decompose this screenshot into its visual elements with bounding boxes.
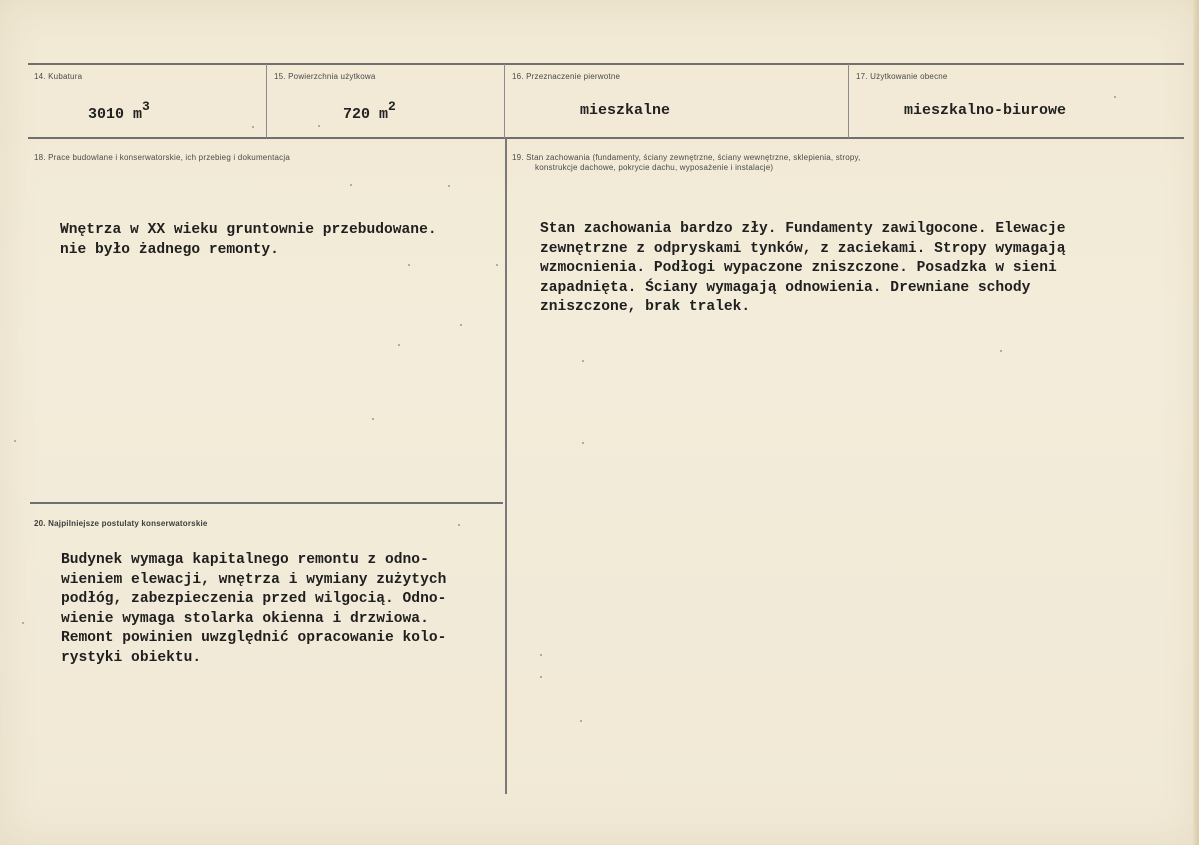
field-17-label: 17. Użytkowanie obecne <box>856 72 948 81</box>
field-14-unit-exponent: 3 <box>142 99 150 114</box>
field-17-value: mieszkalno-biurowe <box>904 102 1067 119</box>
field-15-value <box>343 101 396 123</box>
paper-speck <box>252 126 254 128</box>
field-19-text <box>540 220 1065 318</box>
divider-14-15 <box>266 64 267 138</box>
field-20-line: podłóg, zabezpieczenia przed wilgocią. Odno- <box>61 591 447 607</box>
paper-speck <box>398 344 400 346</box>
field-16-value: mieszkalne <box>580 102 671 119</box>
paper-speck <box>580 720 582 722</box>
field-20-label: 20. Najpilniejsze postulaty konserwatorskie <box>34 519 208 528</box>
paper-speck <box>458 524 460 526</box>
field-15-number: 720 m <box>343 106 389 123</box>
field-19-line: zewnętrzne z odpryskami tynków, z zaciekami. Stropy wymagają <box>540 240 1066 257</box>
field-14-value <box>88 101 150 123</box>
paper-speck <box>540 654 542 656</box>
field-20-line: rystyki obiektu. <box>61 649 202 666</box>
paper-speck <box>408 264 410 266</box>
paper-speck <box>372 418 374 420</box>
field-19-label-line2: konstrukcje dachowe, pokrycie dachu, wyposażenie i instalacje) <box>535 163 774 172</box>
field-20-line: wienie wymaga stolarka okienna i drzwiowa. <box>61 610 429 627</box>
card-edge <box>1193 0 1199 845</box>
field-14-label: 14. Kubatura <box>34 72 83 81</box>
paper-speck <box>582 442 584 444</box>
field-18-label: 18. Prace budowlane i konserwatorskie, ich przebieg i dokumentacja <box>34 153 291 162</box>
field-19-line: zniszczone, brak tralek. <box>540 299 751 315</box>
field-16-label: 16. Przeznaczenie pierwotne <box>512 72 621 81</box>
paper-speck <box>1000 350 1002 352</box>
field-15-unit-exponent: 2 <box>388 99 396 114</box>
field-20-text <box>61 551 446 668</box>
header-row-bottom-rule <box>28 137 1184 139</box>
paper-speck <box>460 324 462 326</box>
field-19-line: Stan zachowania bardzo zły. Fundamenty zawilgocone. Elewacje <box>540 221 1066 237</box>
main-column-divider <box>505 138 507 794</box>
field-19-line: wzmocnienia. Podłogi wypaczone zniszczone. Posadzka w sieni <box>540 260 1057 276</box>
paper-speck <box>318 125 320 127</box>
field-19-line: zapadnięta. Ściany wymagają odnowienia. Drewniane schody <box>540 279 1031 296</box>
paper-speck <box>14 440 16 442</box>
field-14-number: 3010 m <box>88 106 143 123</box>
field-19-label-line1: 19. Stan zachowania (fundamenty, ściany zewnętrzne, ściany wewnętrzne, sklepienia, stropy, <box>512 153 861 162</box>
paper-speck <box>1114 96 1116 98</box>
field-20-line: Budynek wymaga kapitalnego remontu z odno- <box>61 552 429 568</box>
field-18-line: Wnętrza w XX wieku gruntownie przebudowane. <box>60 222 437 238</box>
paper-speck <box>540 676 542 678</box>
top-rule <box>28 63 1184 65</box>
divider-15-16 <box>504 64 505 138</box>
divider-16-17 <box>848 64 849 138</box>
paper-speck <box>496 264 498 266</box>
section-18-20-rule <box>30 502 503 504</box>
field-20-line: Remont powinien uwzględnić opracowanie kolo- <box>61 630 447 646</box>
paper-speck <box>582 360 584 362</box>
field-18-line: nie było żadnego remonty. <box>60 241 279 258</box>
paper-speck <box>448 185 450 187</box>
field-18-text <box>60 221 437 260</box>
field-20-line: wieniem elewacji, wnętrza i wymiany zużytych <box>61 571 447 588</box>
paper-speck <box>22 622 24 624</box>
field-15-label: 15. Powierzchnia użytkowa <box>274 72 376 81</box>
paper-speck <box>350 184 352 186</box>
